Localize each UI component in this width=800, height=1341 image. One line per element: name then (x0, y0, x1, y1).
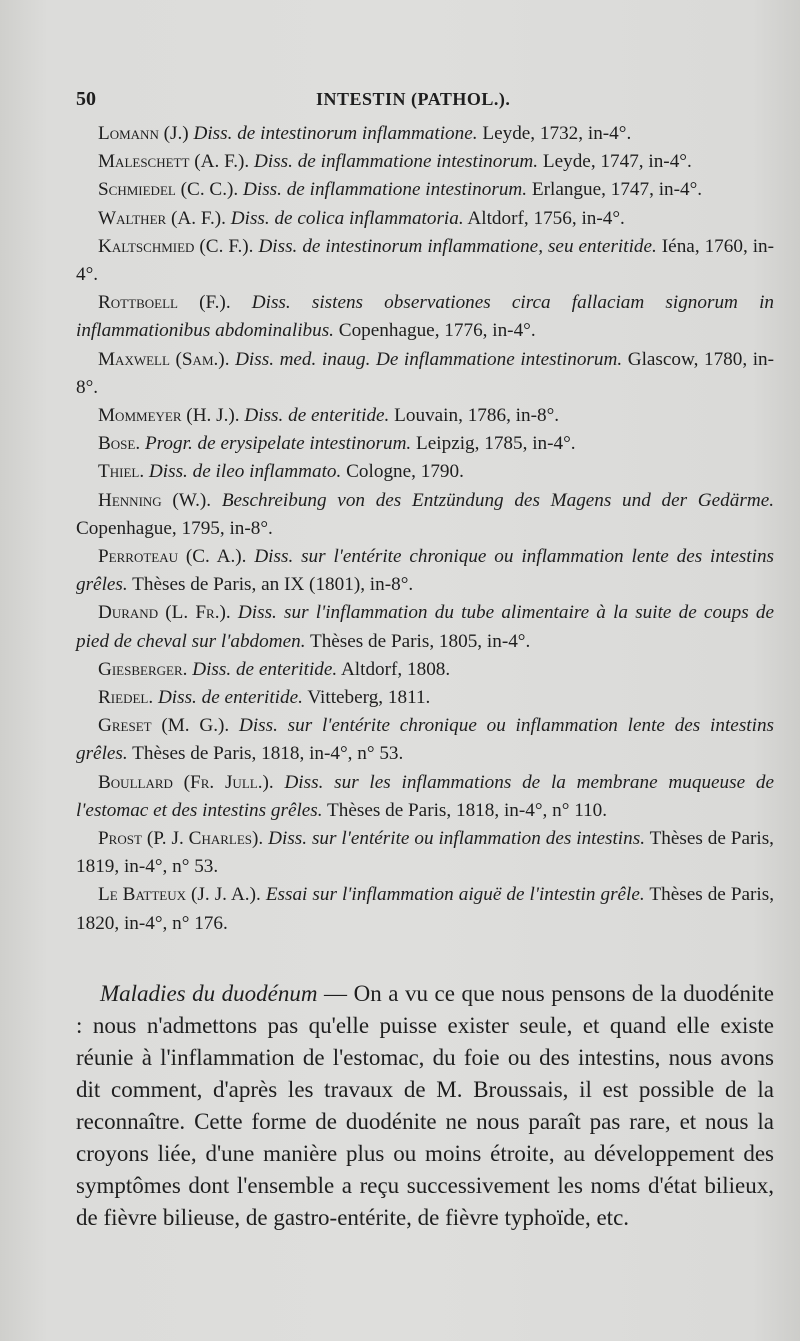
entry-title: Progr. de erysipelate intestinorum. (144, 433, 412, 455)
entry-details: Louvain, 1786, in-8°. (394, 405, 560, 427)
bibliography-entry (76, 684, 774, 712)
entry-title: Diss. sur l'entérite chronique ou inflammation lente des intestins grêles. (76, 715, 775, 765)
entry-title: Diss. sur l'inflammation du tube alimentaire à la suite de coups de pied de cheval sur l'abdomen. (76, 602, 775, 652)
section-label: Maladies du duodénum (100, 980, 318, 1006)
entry-author: Mommeyer (H. J.). (98, 405, 240, 427)
entry-title: Diss. de enteritide. (157, 687, 303, 709)
entry-details: Thèses de Paris, an IX (1801), in-8°. (132, 574, 414, 596)
entry-author: Durand (L. Fr.). (98, 602, 231, 624)
bibliography-entry (76, 430, 774, 458)
entry-author: Maleschett (A. F.). (98, 151, 250, 173)
entry-details: Leyde, 1732, in-4°. (482, 123, 632, 144)
entry-author: Le Batteux (J. J. A.). (98, 884, 261, 906)
bibliography-entry (76, 769, 774, 825)
entry-details: Thèses de Paris, 1818, in-4°, n° 53. (132, 743, 404, 765)
entry-details: Copenhague, 1795, in-8°. (76, 517, 273, 539)
entry-title: Essai sur l'inflammation aiguë de l'intestin grêle. (265, 884, 645, 906)
bibliography-entry (76, 346, 774, 402)
entry-author: Kaltschmied (C. F.). (98, 235, 254, 257)
entry-details: Copenhague, 1776, in-4°. (338, 320, 536, 342)
bibliography-entry (76, 148, 774, 176)
entry-details: Thèses de Paris, 1820, in-4°, n° 176. (76, 884, 774, 934)
bibliography-entry (76, 599, 774, 655)
entry-author: Riedel. (98, 687, 154, 709)
entry-author: Perroteau (C. A.). (98, 546, 247, 568)
bibliography-entry (76, 176, 774, 204)
entry-title: Diss. de enteritide. (192, 658, 338, 680)
entry-details: Cologne, 1790. (346, 461, 464, 483)
entry-details: Iéna, 1760, in-4°. (76, 235, 775, 286)
entry-author: Bose. (98, 433, 141, 455)
entry-details: Vitteberg, 1811. (307, 687, 431, 709)
running-head (76, 88, 774, 118)
entry-details: Glascow, 1780, in-8°. (76, 348, 775, 398)
entry-author: Thiel. (98, 461, 145, 483)
entry-title: Diss. de intestinorum inflammatione. (193, 123, 478, 144)
bibliography-entry (76, 881, 774, 937)
entry-author: Giesberger. (98, 658, 188, 680)
bibliography-entry (76, 120, 774, 148)
bibliography-entry (76, 656, 774, 684)
entry-author: Lomann (J.) (98, 123, 189, 144)
bibliography-entry (76, 289, 774, 345)
entry-title: Beschreibung von des Entzündung des Magens und der Gedärme. (221, 489, 775, 511)
entry-author: Prost (P. J. Charles). (98, 828, 264, 850)
bibliography-entry (76, 543, 774, 599)
entry-details: Leipzig, 1785, in-4°. (416, 433, 576, 455)
bibliography-list (76, 120, 774, 938)
entry-author: Henning (W.). (98, 489, 212, 511)
entry-title: Diss. sistens observationes circa fallaciam signorum in inflammationibus abdominalibus. (76, 292, 774, 342)
entry-details: Leyde, 1747, in-4°. (542, 151, 692, 173)
entry-details: Erlangue, 1747, in-4°. (531, 179, 703, 201)
entry-details: Altdorf, 1756, in-4°. (467, 207, 625, 229)
bibliography-entry (76, 825, 774, 881)
entry-title: Diss. sur l'entérite chronique ou inflammation lente des intestins grêles. (76, 546, 775, 596)
entry-author: Boullard (Fr. Jull.). (98, 771, 274, 793)
bibliography-entry (76, 233, 774, 289)
page-number: 50 (76, 88, 96, 110)
bibliography-entry (76, 487, 774, 543)
entry-title: Diss. med. inaug. De inflammatione intestinorum. (235, 348, 623, 370)
bibliography-entry (76, 205, 774, 233)
body-paragraph (76, 978, 774, 1234)
bibliography-entry (76, 712, 774, 768)
bibliography-entry (76, 402, 774, 430)
entry-details: Thèses de Paris, 1818, in-4°, n° 110. (327, 799, 608, 821)
entry-title: Diss. de ileo inflammato. (148, 461, 342, 483)
entry-author: Greset (M. G.). (98, 715, 230, 737)
entry-title: Diss. de colica inflammatoria. (230, 207, 464, 229)
bibliography-entry (76, 458, 774, 486)
entry-title: Diss. de inflammatione intestinorum. (254, 151, 539, 173)
entry-details: Altdorf, 1808. (340, 658, 451, 680)
entry-author: Rottboell (F.). (98, 292, 231, 314)
entry-details: Thèses de Paris, 1805, in-4°. (309, 630, 531, 652)
entry-title: Diss. sur l'entérite ou inflammation des intestins. (268, 828, 645, 850)
entry-author: Walther (A. F.). (98, 207, 226, 229)
paragraph-text: On a vu ce que nous pensons de la duodénite : nous n'admettons pas qu'elle puisse exister seule, et quand elle existe réunie à l'inflammation de l'estomac, du foie ou des intestins, nous avons dit comment, d'après les travaux de M. Broussais, il est possible de la reconnaître. Cette forme de duodénite ne nous paraît pas rare, et nous la croyons liée, d'une manière plus ou moins étroite, au développement des symptômes dont l'ensemble a reçu successivement les noms d'état bilieux, de fièvre bilieuse, de gastro-entérite, de fièvre typhoïde, etc. (76, 980, 775, 1230)
running-title: INTESTIN (PATHOL.). (316, 89, 511, 109)
entry-title: Diss. de intestinorum inflammatione, seu enteritide. (258, 235, 657, 257)
entry-author: Schmiedel (C. C.). (98, 179, 239, 201)
entry-title: Diss. de enteritide. (244, 405, 390, 427)
entry-details: Thèses de Paris, 1819, in-4°, n° 53. (76, 828, 774, 878)
entry-title: Diss. de inflammatione intestinorum. (243, 179, 528, 201)
entry-title: Diss. sur les inflammations de la membrane muqueuse de l'estomac et des intestins grêles. (76, 771, 775, 821)
label-dash: — (317, 980, 354, 1006)
entry-author: Maxwell (Sam.). (98, 348, 230, 370)
